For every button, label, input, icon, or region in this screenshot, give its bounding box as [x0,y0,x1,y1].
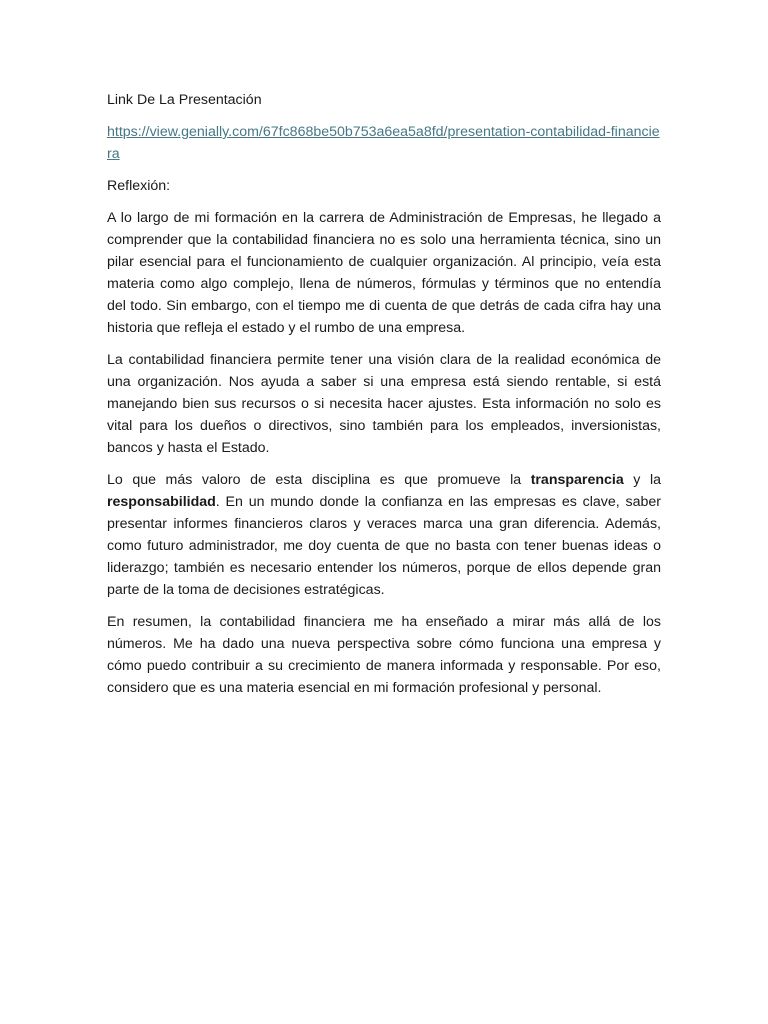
presentation-link-paragraph [107,121,661,165]
presentation-link-heading: Link De La Presentación [107,92,262,108]
bold-responsabilidad: responsabilidad [107,494,216,510]
reflection-paragraph-2: La contabilidad financiera permite tener una visión clara de la realidad económica de una organización. Nos ayuda a saber si una empresa está siendo rentable, si está manejando bien sus recursos o si necesita hacer ajustes. Esta información no solo es vital para los dueños o directivos, sino también para los empleados, inversionistas, bancos y hasta el Estado. [107,352,661,456]
reflection-paragraph-1: A lo largo de mi formación en la carrera de Administración de Empresas, he llegado a comprender que la contabilidad financiera no es solo una herramienta técnica, sino un pilar esencial para el funcionamiento de cualquier organización. Al principio, veía esta materia como algo complejo, llena de números, fórmulas y términos que no entendía del todo. Sin embargo, con el tiempo me di cuenta de que detrás de cada cifra hay una historia que refleja el estado y el rumbo de una empresa. [107,210,661,336]
paragraph-3-text-3: . En un mundo donde la confianza en las empresas es clave, saber presentar informes financieros claros y veraces marca una gran diferencia. Además, como futuro administrador, me doy cuenta de que no basta con tener buenas ideas o liderazgo; también es necesario entender los números, porque de ellos depende gran parte de la toma de decisiones estratégicas. [107,494,661,598]
document-page [107,89,661,709]
reflection-label: Reflexión: [107,178,171,194]
paragraph-3-text-1: Lo que más valoro de esta disciplina es que promueve la [107,472,531,488]
presentation-link[interactable]: https://view.genially.com/67fc868be50b753a6ea5a8fd/presentation-contabilidad-financiera [107,124,660,162]
reflection-paragraph-3 [107,469,661,601]
reflection-paragraph-4: En resumen, la contabilidad financiera me ha enseñado a mirar más allá de los números. Me ha dado una nueva perspectiva sobre cómo funciona una empresa y cómo puedo contribuir a su crecimiento de manera informada y responsable. Por eso, considero que es una materia esencial en mi formación profesional y personal. [107,614,661,696]
bold-transparencia: transparencia [530,472,624,488]
paragraph-3-text-2: y la [623,472,661,488]
